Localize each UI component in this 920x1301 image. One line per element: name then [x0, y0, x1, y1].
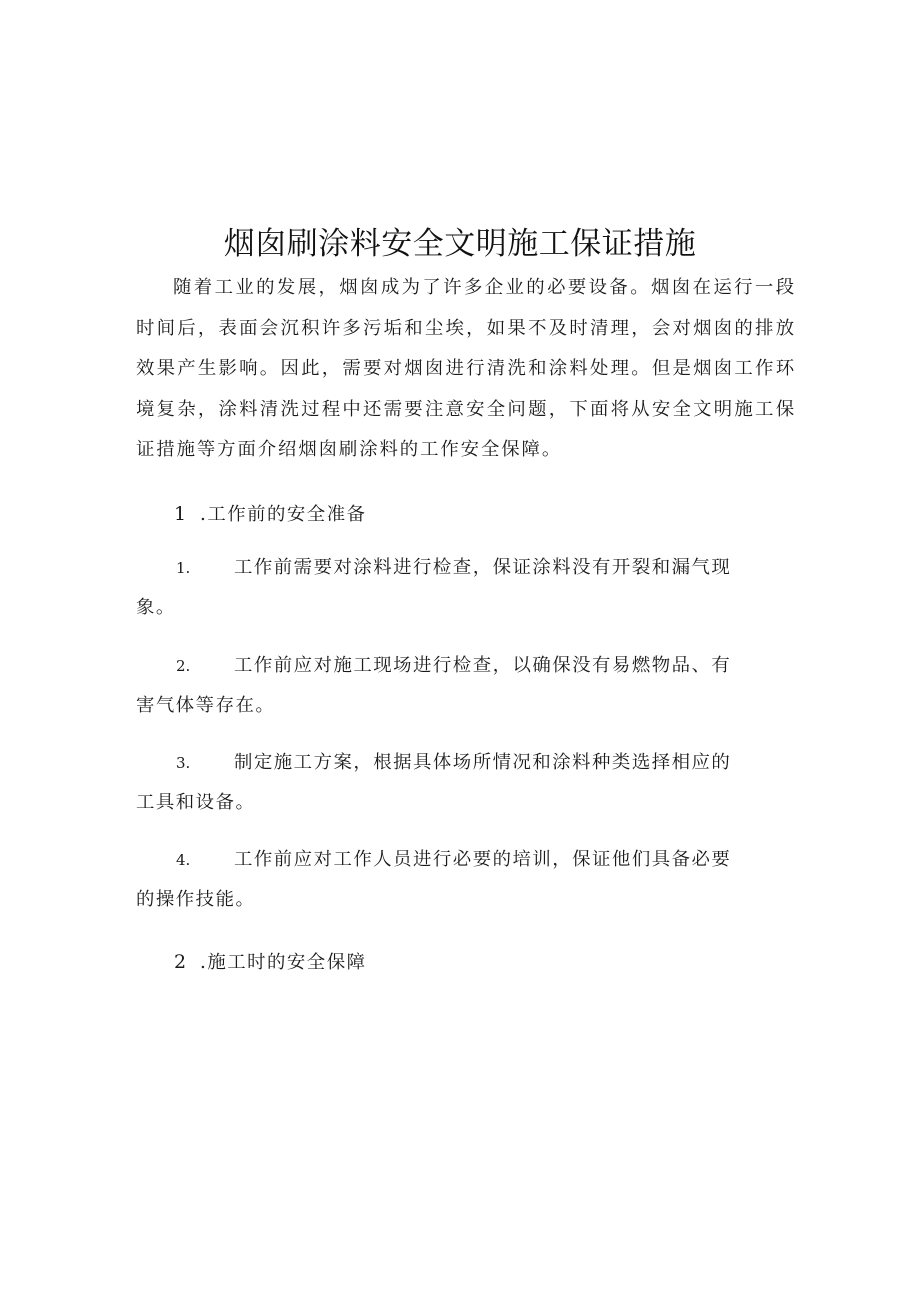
document-title: 烟囱刷涂料安全文明施工保证措施: [223, 226, 697, 262]
list-item-2: [136, 646, 776, 726]
section-heading-2: [174, 948, 366, 974]
intro-paragraph: 随着工业的发展，烟囱成为了许多企业的必要设备。烟囱在运行一段时间后，表面会沉积许多污垢和尘埃，如果不及时清理，会对烟囱的排放效果产生影响。因此，需要对烟囱进行清洗和涂料处理。但是烟囱工作环境复杂，涂料清洗过程中还需要注意安全问题，下面将从安全文明施工保证措施等方面介绍烟囱刷涂料的工作安全保障。: [136, 277, 796, 460]
list-item-text: 工作前应对工作人员进行必要的培训，保证他们具备必要: [234, 849, 732, 870]
list-item-text: 制定施工方案，根据具体场所情况和涂料种类选择相应的: [234, 752, 732, 773]
section-title: .施工时的安全保障: [200, 952, 367, 973]
list-item-continuation: 象。: [136, 597, 176, 618]
list-item-number: 1.: [176, 559, 191, 577]
list-item-number: 4.: [176, 851, 191, 869]
list-item-number: 3.: [176, 754, 191, 772]
section-number: 1: [174, 503, 188, 525]
list-item-1: [136, 548, 776, 628]
list-item-text: 工作前需要对涂料进行检查，保证涂料没有开裂和漏气现: [234, 557, 732, 578]
list-item-continuation: 工具和设备。: [136, 792, 256, 813]
list-item-text: 工作前应对施工现场进行检查，以确保没有易燃物品、有: [234, 655, 732, 676]
list-item-number: 2.: [176, 657, 191, 675]
list-item-3: [136, 743, 776, 823]
list-item-continuation: 的操作技能。: [136, 889, 256, 910]
section-title: .工作前的安全准备: [200, 504, 367, 525]
list-item-4: [136, 840, 776, 920]
list-item-continuation: 害气体等存在。: [136, 695, 276, 716]
section-heading-1: [174, 500, 366, 526]
section-number: 2: [174, 951, 188, 973]
